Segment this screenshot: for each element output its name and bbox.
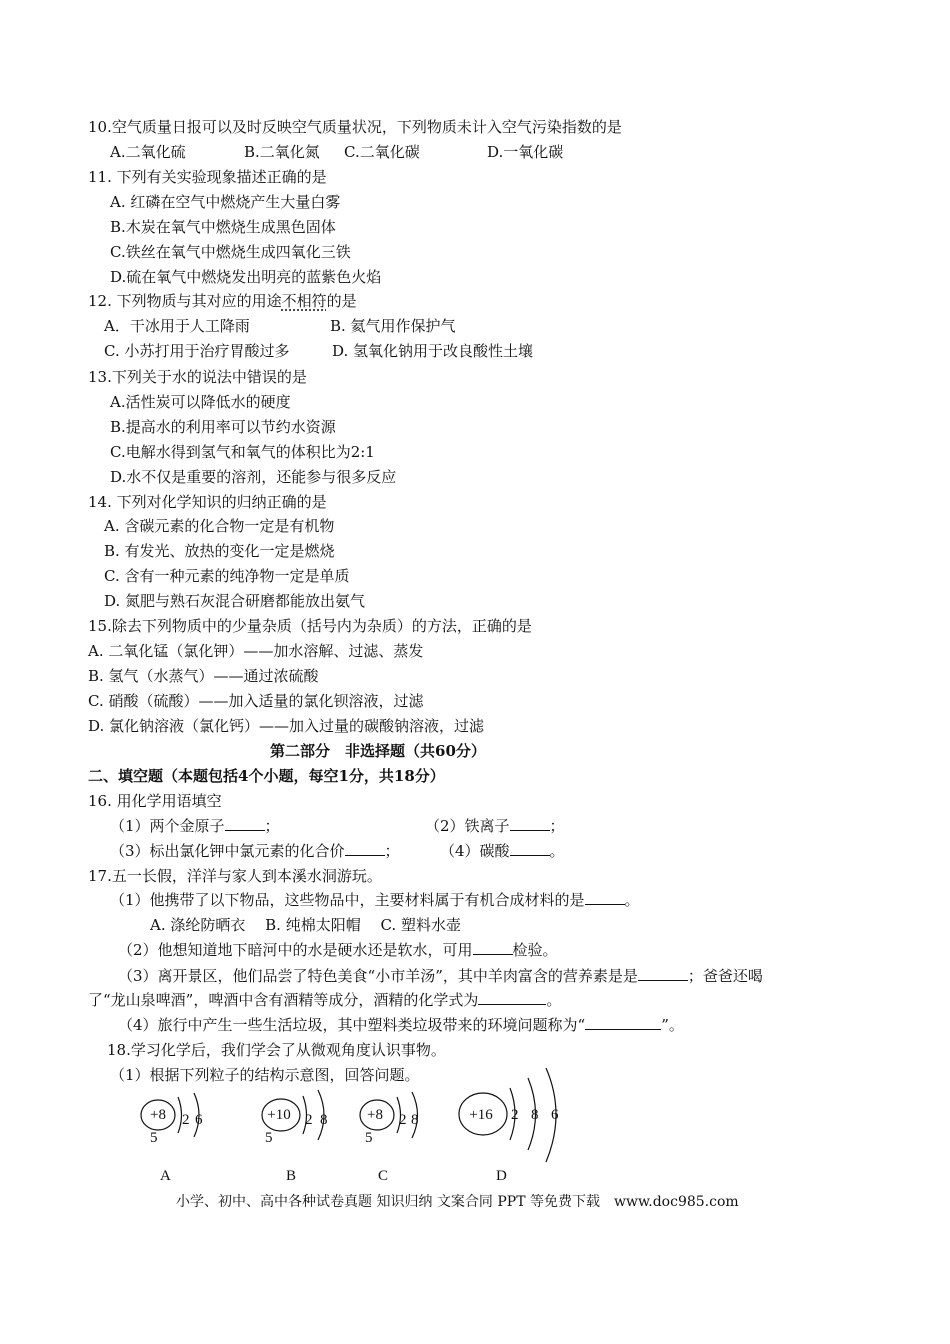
q11-option-a: A. 红磷在空气中燃烧产生大量白雾: [110, 193, 341, 211]
q11-stem: 11. 下列有关实验现象描述正确的是: [88, 168, 327, 186]
q10-option-b: B.二氧化氮: [244, 143, 320, 161]
q17-stem: 17.五一长假，洋洋与家人到本溪水洞游玩。: [88, 867, 382, 885]
q17-part3-period: 。: [546, 991, 562, 1009]
q15-option-d: D. 氯化钠溶液（氯化钙）——加入过量的碳酸钠溶液，过滤: [88, 717, 485, 735]
section-heading: 二、填空题（本题包括4个小题，每空1分，共18分）: [88, 767, 445, 785]
q17-part2-text: （2）他想知道地下暗河中的水是硬水还是软水，可用: [118, 941, 473, 959]
atom-b-nucleus: +10: [267, 1107, 291, 1123]
q12-option-b: B. 氦气用作保护气: [330, 317, 456, 335]
q12-option-a: A．干冰用于人工降雨: [104, 317, 250, 335]
q11-option-c: C.铁丝在氧气中燃烧生成四氧化三铁: [110, 243, 351, 261]
q17-part3-text: （3）离开景区，他们品尝了特色美食“小市羊汤”，其中羊肉富含的营养素是是: [118, 967, 638, 985]
q17-part2-tail: 检验。: [512, 941, 558, 959]
q16-part4-period: 。: [549, 842, 565, 860]
atom-a-nucleus: +8: [150, 1107, 166, 1123]
q10-stem: 10.空气质量日报可以及时反映空气质量状况，下列物质未计入空气污染指数的是: [88, 118, 622, 136]
q13-option-a: A.活性炭可以降低水的硬度: [110, 393, 291, 411]
q16-part1-semicolon: ；: [264, 817, 280, 835]
q14-option-a: A. 含碳元素的化合物一定是有机物: [104, 517, 335, 535]
atom-c-electrons-1: 2: [399, 1112, 407, 1128]
q17-part4-text: （4）旅行中产生一些生活垃圾，其中塑料类垃圾带来的环境问题称为“: [118, 1016, 586, 1034]
q12-option-c: C. 小苏打用于治疗胃酸过多: [104, 342, 290, 360]
q15-option-b: B. 氢气（水蒸气）——通过浓硫酸: [88, 667, 319, 685]
atom-a-electrons-1: 2: [182, 1112, 190, 1128]
atom-a-label: A: [160, 1168, 171, 1184]
q10-option-d: D.一氧化碳: [487, 143, 564, 161]
atom-a-shell1-arc: [178, 1097, 182, 1133]
atom-b-electrons-1: 2: [305, 1112, 313, 1128]
q18-stem: 18.学习化学后，我们学会了从微观角度认识事物。: [107, 1041, 446, 1059]
q10-option-a: A.二氧化硫: [110, 143, 186, 161]
q17-part1-text: （1）他携带了以下物品，这些物品中，主要材料属于有机合成材料的是: [110, 891, 585, 909]
q16-part1-label: （1）两个金原子: [110, 817, 225, 835]
q11-option-d: D.硫在氧气中燃烧发出明亮的蓝紫色火焰: [110, 268, 382, 286]
q14-option-d: D. 氮肥与熟石灰混合研磨都能放出氨气: [104, 592, 366, 610]
atom-b-label: B: [286, 1168, 297, 1184]
atom-a-electrons-2: 6: [195, 1112, 203, 1128]
atom-b-electrons-2: 8: [320, 1112, 328, 1128]
page-footer: 小学、初中、高中各种试卷真题 知识归纳 文案合同 PPT 等免费下载 www.doc985.com: [176, 1194, 739, 1210]
q10-option-c: C.二氧化碳: [344, 143, 420, 161]
atom-c-electrons-2: 8: [411, 1112, 419, 1128]
q16-part3-semicolon: ；: [384, 842, 400, 860]
q12-stem-emphasis: 不相符: [281, 292, 327, 310]
q11-option-b: B.木炭在氧气中燃烧生成黑色固体: [110, 218, 336, 236]
q13-option-b: B.提高水的利用率可以节约水资源: [110, 418, 336, 436]
q16-stem: 16. 用化学用语填空: [88, 792, 222, 810]
atom-d-electrons-1: 2: [511, 1107, 519, 1123]
q16-part2-semicolon: ；: [549, 817, 565, 835]
atom-d-electrons-2: 8: [531, 1107, 539, 1123]
atom-d-electrons-3: 6: [551, 1107, 559, 1123]
q17-part1-period: 。: [624, 891, 640, 909]
q17-options: A. 涤纶防晒衣 B. 纯棉太阳帽 C. 塑料水壶: [150, 916, 461, 934]
q12-stem-pre: 12. 下列物质与其对应的用途: [88, 292, 282, 310]
q12-stem-post: 的是: [326, 292, 357, 310]
q17-part3-cont-text: 了“龙山泉啤酒”，啤酒中含有酒精等成分，酒精的化学式为: [88, 991, 479, 1009]
atom-d-label: D: [496, 1168, 507, 1184]
q13-option-c: C.电解水得到氢气和氧气的体积比为2:1: [110, 443, 375, 461]
q15-option-a: A. 二氧化锰（氯化钾）——加水溶解、过滤、蒸发: [88, 642, 424, 660]
q17-part4-tail: ”。: [661, 1016, 684, 1034]
q12-option-d: D. 氢氧化钠用于改良酸性土壤: [332, 342, 534, 360]
q15-option-c: C. 硝酸（硫酸）——加入适量的氯化钡溶液，过滤: [88, 692, 424, 710]
atom-c-mark: 5: [365, 1130, 373, 1146]
q16-part2-label: （2）铁离子: [425, 817, 510, 835]
q18-part1: （1）根据下列粒子的结构示意图，回答问题。: [110, 1066, 420, 1084]
atom-c-label: C: [378, 1168, 389, 1184]
atom-d-nucleus: +16: [469, 1107, 493, 1123]
part2-title: 第二部分 非选择题（共60分）: [270, 742, 486, 760]
q16-part3-label: （3）标出氯化钾中氯元素的化合价: [110, 842, 345, 860]
atom-c-nucleus: +8: [367, 1107, 383, 1123]
atom-a-mark: 5: [150, 1130, 158, 1146]
q14-option-c: C. 含有一种元素的纯净物一定是单质: [104, 567, 350, 585]
q17-part3-mid: ；爸爸还喝: [687, 967, 763, 985]
atom-b-mark: 5: [265, 1130, 273, 1146]
q14-stem: 14. 下列对化学知识的归纳正确的是: [88, 493, 327, 511]
q13-option-d: D.水不仅是重要的溶剂，还能参与很多反应: [110, 468, 397, 486]
q13-stem: 13.下列关于水的说法中错误的是: [88, 368, 307, 386]
q14-option-b: B. 有发光、放热的变化一定是燃烧: [104, 542, 335, 560]
q15-stem: 15.除去下列物质中的少量杂质（括号内为杂质）的方法，正确的是: [88, 617, 532, 635]
q16-part4-label: （4）碳酸: [440, 842, 510, 860]
